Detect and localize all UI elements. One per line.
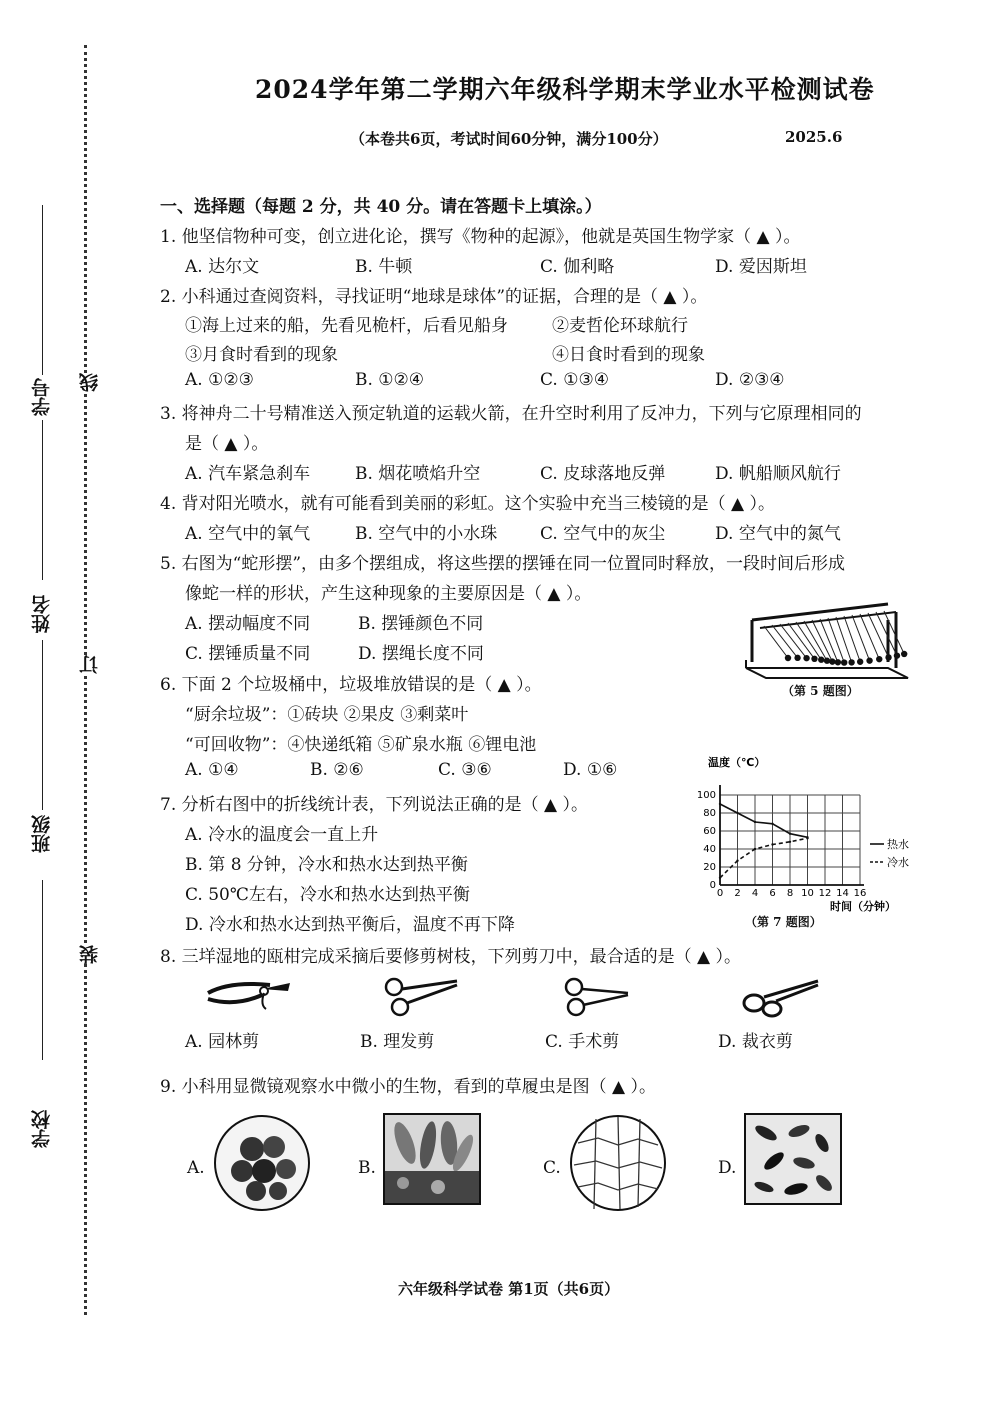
chart-point — [754, 848, 756, 850]
exam-title: 2024学年第二学期六年级科学期末学业水平检测试卷 — [255, 75, 875, 104]
chart-x-tick-label: 16 — [853, 888, 867, 899]
q6-option-a: A. ①④ — [185, 760, 239, 780]
q1-stem: 1. 他坚信物种可变，创立进化论，撰写《物种的起源》，他就是英国生物学家（ ▲ ）。 — [160, 227, 801, 247]
student-id-underline — [42, 205, 43, 375]
q6-option-b: B. ②⑥ — [310, 760, 364, 780]
q8-option-c: C. 手术剪 — [545, 1032, 620, 1052]
chart-y-tick-label: 100 — [696, 790, 716, 801]
q8-option-b: B. 理发剪 — [360, 1032, 435, 1052]
q2-item-2: ②麦哲伦环球航行 — [552, 316, 688, 336]
chart-series-line-hot — [720, 804, 808, 837]
name-label: 姓名 — [31, 595, 53, 633]
pendulum-bob — [857, 659, 863, 665]
q7-figure-caption: （第 7 题图） — [745, 915, 822, 929]
q5-option-c: C. 摆锤质量不同 — [185, 644, 311, 664]
pendulum-bob — [848, 659, 854, 665]
bind-mark: 装 — [76, 945, 103, 964]
q3-option-c: C. 皮球落地反弹 — [540, 464, 666, 484]
exam-date: 2025.6 — [785, 128, 843, 146]
class-underline — [42, 640, 43, 810]
q6-option-d: D. ①⑥ — [563, 760, 618, 780]
section-heading: 一、选择题（每题 2 分，共 40 分。请在答题卡上填涂。） — [160, 197, 602, 217]
q2-option-d: D. ②③④ — [715, 370, 785, 390]
chart-y-tick-label: 80 — [703, 808, 716, 819]
chart-legend-label: 冷水 — [887, 856, 909, 869]
pendulum-bob — [835, 659, 841, 665]
garden-shears-image — [200, 975, 295, 1020]
q9-option-d: D. — [718, 1158, 737, 1178]
chart-legend-label: 热水 — [887, 838, 909, 851]
chart-x-tick-label: 0 — [716, 888, 724, 899]
q2-stem: 2. 小科通过查阅资料，寻找证明“地球是球体”的证据，合理的是（ ▲ ）。 — [160, 287, 708, 307]
q9-stem: 9. 小科用显微镜观察水中微小的生物，看到的草履虫是图（ ▲ ）。 — [160, 1077, 657, 1097]
q2-option-c: C. ①③④ — [540, 370, 609, 390]
staple-mark: 订 — [76, 655, 103, 674]
q2-item-4: ④日食时看到的现象 — [552, 345, 705, 365]
q7-option-d: D. 冷水和热水达到热平衡后，温度不再下降 — [185, 915, 515, 935]
snake-pendulum-figure — [738, 598, 913, 680]
exam-subtitle: （本卷共6页，考试时间60分钟，满分100分） — [350, 130, 668, 148]
chart-x-tick-label: 14 — [836, 888, 849, 899]
q6-line1: “厨余垃圾”：①砖块 ②果皮 ③剩菜叶 — [185, 705, 469, 725]
pendulum-bob — [866, 657, 872, 663]
chart-y-tick-label: 0 — [709, 880, 716, 891]
q1-option-c: C. 伽利略 — [540, 257, 615, 277]
chart-series-line-cold — [720, 838, 808, 878]
q8-option-a: A. 园林剪 — [185, 1032, 260, 1052]
chart-x-tick-label: 4 — [751, 888, 759, 899]
microscope-image-a-cells — [212, 1113, 312, 1213]
pendulum-bob — [894, 652, 900, 658]
chart-y-tick-label: 40 — [703, 844, 716, 855]
pendulum-bob — [794, 655, 800, 661]
pendulum-bob — [901, 651, 907, 657]
q3-stem-line2: 是（ ▲ ）。 — [185, 434, 269, 454]
temperature-line-chart — [690, 750, 925, 918]
pendulum-bob — [876, 656, 882, 662]
pendulum-string — [788, 623, 814, 659]
page-footer: 六年级科学试卷 第1页（共6页） — [398, 1280, 620, 1298]
pendulum-bob — [818, 657, 824, 663]
q8-stem: 8. 三垟湿地的瓯柑完成采摘后要修剪树枝，下列剪刀中，最合适的是（ ▲ ）。 — [160, 947, 742, 967]
chart-point — [771, 843, 773, 845]
pendulum-string — [836, 617, 852, 662]
q7-option-a: A. 冷水的温度会一直上升 — [185, 825, 379, 845]
q2-item-1: ①海上过来的船，先看见桅杆，后看见船身 — [185, 316, 508, 336]
pendulum-string — [868, 613, 889, 657]
q9-option-b: B. — [358, 1158, 376, 1178]
chart-point — [771, 823, 773, 825]
q5-figure-caption: （第 5 题图） — [782, 684, 859, 698]
q3-option-a: A. 汽车紧急刹车 — [185, 464, 311, 484]
q5-option-d: D. 摆绳长度不同 — [358, 644, 484, 664]
q9-option-c: C. — [543, 1158, 561, 1178]
chart-x-tick-label: 12 — [818, 888, 832, 899]
microscope-image-d-paramecium — [744, 1113, 842, 1205]
q4-option-b: B. 空气中的小水珠 — [355, 524, 498, 544]
chart-point — [719, 803, 721, 805]
q4-option-c: C. 空气中的灰尘 — [540, 524, 666, 544]
q5-option-a: A. 摆动幅度不同 — [185, 614, 311, 634]
chart-x-tick-label: 6 — [769, 888, 776, 899]
chart-x-axis-label: 时间（分钟） — [830, 900, 896, 913]
microscope-image-b-algae — [383, 1113, 481, 1205]
chart-y-tick-label: 20 — [703, 862, 716, 873]
q5-stem-line1: 5. 右图为“蛇形摆”，由多个摆组成，将这些摆的摆锤在同一位置同时释放，一段时间后形成 — [160, 554, 846, 574]
pendulum-bob — [785, 655, 791, 661]
chart-point — [789, 833, 791, 835]
chart-point — [719, 877, 721, 879]
school-label: 学校 — [31, 1110, 53, 1148]
surgical-scissors-image — [562, 975, 632, 1020]
pendulum-string — [852, 615, 870, 661]
pendulum-bob — [885, 654, 891, 660]
chart-point — [736, 812, 738, 814]
chart-point — [754, 821, 756, 823]
pendulum-bob — [841, 659, 847, 665]
q3-stem-line1: 3. 将神舟二十号精准送入预定轨道的运载火箭，在升空时利用了反冲力，下列与它原理相同的 — [160, 404, 862, 424]
q1-option-d: D. 爱因斯坦 — [715, 257, 807, 277]
q5-option-b: B. 摆锤颜色不同 — [358, 614, 484, 634]
pendulum-string — [828, 618, 844, 663]
pendulum-string — [796, 622, 821, 660]
q7-option-b: B. 第 8 分钟，冷水和热水达到热平衡 — [185, 855, 468, 875]
chart-y-axis-label: 温度（℃） — [708, 756, 766, 769]
q4-option-a: A. 空气中的氧气 — [185, 524, 311, 544]
chart-x-tick-label: 8 — [786, 888, 794, 899]
name-underline — [42, 420, 43, 580]
chart-y-tick-label: 60 — [703, 826, 716, 837]
q7-stem: 7. 分析右图中的折线统计表，下列说法正确的是（ ▲ ）。 — [160, 795, 589, 815]
pendulum-string — [844, 616, 860, 662]
tailor-scissors-image — [740, 975, 822, 1023]
q3-option-b: B. 烟花喷焰升空 — [355, 464, 481, 484]
q2-option-b: B. ①②④ — [355, 370, 425, 390]
pendulum-bob — [829, 658, 835, 664]
binding-dotted-line — [84, 45, 87, 1315]
pendulum-bob — [824, 658, 830, 664]
q9-option-a: A. — [187, 1158, 205, 1178]
pendulum-bob — [803, 655, 809, 661]
q2-option-a: A. ①②③ — [185, 370, 254, 390]
chart-x-tick-label: 2 — [734, 888, 741, 899]
line-mark: 线 — [76, 373, 103, 392]
q6-stem: 6. 下面 2 个垃圾桶中，垃圾堆放错误的是（ ▲ ）。 — [160, 675, 542, 695]
q7-option-c: C. 50℃左右，冷水和热水达到热平衡 — [185, 885, 470, 905]
q1-option-a: A. 达尔文 — [185, 257, 260, 277]
class-label: 班级 — [31, 815, 53, 853]
q1-option-b: B. 牛顿 — [355, 257, 413, 277]
pendulum-string — [876, 612, 897, 656]
pendulum-string — [860, 614, 879, 659]
q2-item-3: ③月食时看到的现象 — [185, 345, 338, 365]
q6-line2: “可回收物”：④快递纸箱 ⑤矿泉水瓶 ⑥锂电池 — [185, 735, 537, 755]
hair-scissors-image — [382, 973, 462, 1021]
q4-stem: 4. 背对阳光喷水，就有可能看到美丽的彩虹。这个实验中充当三棱镜的是（ ▲ ）。 — [160, 494, 776, 514]
chart-point — [806, 837, 808, 839]
pendulum-string — [820, 619, 838, 662]
q6-option-c: C. ③⑥ — [438, 760, 492, 780]
microscope-image-c-plant-cells — [568, 1113, 668, 1213]
q5-stem-line2: 像蛇一样的形状，产生这种现象的主要原因是（ ▲ ）。 — [185, 584, 592, 604]
school-underline — [42, 880, 43, 1060]
q8-option-d: D. 裁衣剪 — [718, 1032, 793, 1052]
pendulum-bob — [811, 656, 817, 662]
q4-option-d: D. 空气中的氮气 — [715, 524, 841, 544]
chart-point — [789, 841, 791, 843]
q3-option-d: D. 帆船顺风航行 — [715, 464, 841, 484]
chart-point — [736, 860, 738, 862]
chart-x-tick-label: 10 — [801, 888, 814, 899]
student-id-label: 学号 — [31, 378, 53, 416]
